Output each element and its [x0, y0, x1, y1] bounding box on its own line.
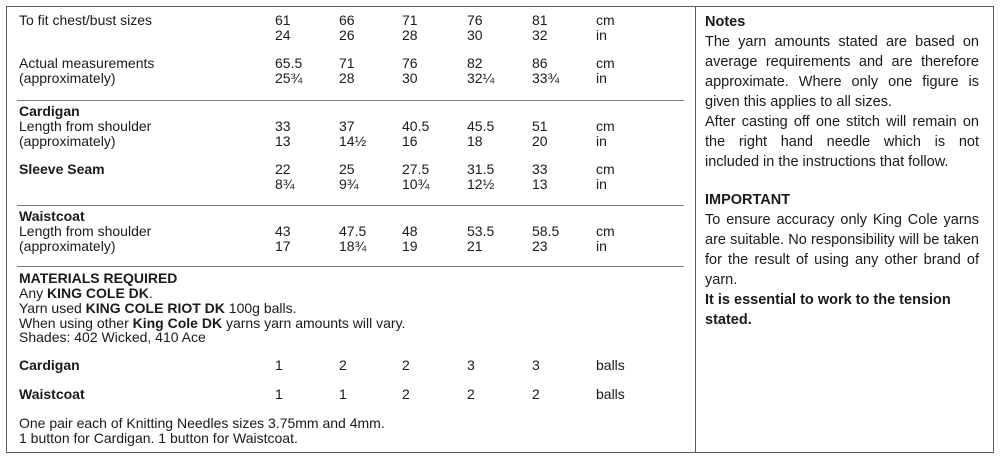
cardigan-heading: Cardigan: [19, 103, 80, 119]
sleeve-cm: 22: [275, 161, 291, 177]
waistcoat-length-cm: 58.5: [532, 223, 560, 239]
notes-paragraph: The yarn amounts stated are based on average requirements and are therefore approximate. Where only one figure is given this applies to all sizes.: [705, 34, 979, 110]
actual-in: 32¼: [467, 70, 495, 86]
size-cm: 61: [275, 12, 291, 28]
cardigan-balls: 3: [532, 357, 540, 373]
balls-unit: balls: [596, 357, 625, 373]
sleeve-in: 10¾: [402, 176, 430, 192]
balls-unit: balls: [596, 386, 625, 402]
actual-label: Actual measurements: [19, 55, 155, 71]
approx-label: (approximately): [19, 238, 116, 254]
waistcoat-length-cm: 43: [275, 223, 291, 239]
waistcoat-length-in: 18¾: [339, 238, 367, 254]
cardigan-length-cm: 37: [339, 118, 355, 134]
unit-cm: cm: [596, 223, 615, 239]
unit-in: in: [596, 70, 607, 86]
unit-cm: cm: [596, 55, 615, 71]
cardigan-length-in: 20: [532, 133, 548, 149]
section-rule: [17, 266, 684, 267]
actual-cm: 86: [532, 55, 548, 71]
size-in: 32: [532, 27, 548, 43]
unit-cm: cm: [596, 118, 615, 134]
needles-line: One pair each of Knitting Needles sizes 3.75mm and 4mm.: [19, 415, 385, 431]
actual-in: 25¾: [275, 70, 303, 86]
approx-label: (approximately): [19, 133, 116, 149]
waistcoat-balls: 2: [532, 386, 540, 402]
spacer: [705, 172, 979, 190]
size-cm: 76: [467, 12, 483, 28]
sleeve-cm: 27.5: [402, 161, 430, 177]
unit-cm: cm: [596, 12, 615, 28]
actual-cm: 82: [467, 55, 483, 71]
size-in: 26: [339, 27, 355, 43]
sleeve-cm: 25: [339, 161, 355, 177]
actual-in: 33¾: [532, 70, 560, 86]
length-label: Length from shoulder: [19, 118, 152, 134]
size-cm: 71: [402, 12, 418, 28]
unit-in: in: [596, 238, 607, 254]
actual-in: 28: [339, 70, 355, 86]
sleeve-in: 12½: [467, 176, 495, 192]
section-rule: [17, 205, 684, 206]
cardigan-length-in: 16: [402, 133, 418, 149]
cardigan-length-cm: 45.5: [467, 118, 495, 134]
section-rule: [17, 100, 684, 101]
waistcoat-balls: 2: [467, 386, 475, 402]
unit-in: in: [596, 27, 607, 43]
waistcoat-length-cm: 48: [402, 223, 418, 239]
waistcoat-length-in: 23: [532, 238, 548, 254]
sizes-label: To fit chest/bust sizes: [19, 12, 153, 28]
cardigan-balls-label: Cardigan: [19, 357, 80, 373]
sleeve-in: 13: [532, 176, 548, 192]
sleeve-cm: 33: [532, 161, 548, 177]
cardigan-balls: 3: [467, 357, 475, 373]
buttons-line: 1 button for Cardigan. 1 button for Waistcoat.: [19, 430, 298, 446]
waistcoat-length-in: 17: [275, 238, 291, 254]
cardigan-length-cm: 33: [275, 118, 291, 134]
size-in: 28: [402, 27, 418, 43]
size-cm: 66: [339, 12, 355, 28]
column-divider: [695, 6, 696, 453]
size-in: 24: [275, 27, 291, 43]
materials-line: Yarn used KING COLE RIOT DK 100g balls.: [19, 300, 297, 316]
materials-heading: MATERIALS REQUIRED: [19, 270, 178, 286]
unit-in: in: [596, 133, 607, 149]
notes-paragraph: To ensure accuracy only King Cole yarns are suitable. No responsibility will be taken for the result of using any other brand of yarn.: [705, 212, 979, 288]
cardigan-length-in: 13: [275, 133, 291, 149]
cardigan-balls: 2: [339, 357, 347, 373]
actual-cm: 65.5: [275, 55, 303, 71]
materials-line: When using other King Cole DK yarns yarn amounts will vary.: [19, 315, 406, 331]
cardigan-length-in: 14½: [339, 133, 367, 149]
cardigan-balls: 1: [275, 357, 283, 373]
notes-panel: [705, 12, 979, 330]
cardigan-length-cm: 40.5: [402, 118, 430, 134]
waistcoat-balls: 2: [402, 386, 410, 402]
materials-line: Any KING COLE DK.: [19, 285, 153, 301]
actual-cm: 76: [402, 55, 418, 71]
sleeve-seam-label: Sleeve Seam: [19, 161, 105, 177]
length-label: Length from shoulder: [19, 223, 152, 239]
sleeve-in: 9¾: [339, 176, 359, 192]
unit-cm: cm: [596, 161, 615, 177]
size-cm: 81: [532, 12, 548, 28]
approx-label: (approximately): [19, 70, 116, 86]
waistcoat-balls: 1: [275, 386, 283, 402]
notes-heading: Notes: [705, 14, 746, 30]
cardigan-balls: 2: [402, 357, 410, 373]
notes-paragraph: After casting off one stitch will remain on the right hand needle which is not included in the instructions that follow.: [705, 114, 979, 170]
waistcoat-length-cm: 53.5: [467, 223, 495, 239]
waistcoat-balls: 1: [339, 386, 347, 402]
actual-in: 30: [402, 70, 418, 86]
waistcoat-length-in: 19: [402, 238, 418, 254]
waistcoat-length-cm: 47.5: [339, 223, 367, 239]
waistcoat-heading: Waistcoat: [19, 208, 85, 224]
waistcoat-balls-label: Waistcoat: [19, 386, 85, 402]
shades-line: Shades: 402 Wicked, 410 Ace: [19, 329, 206, 345]
waistcoat-length-in: 21: [467, 238, 483, 254]
size-in: 30: [467, 27, 483, 43]
important-heading: IMPORTANT: [705, 192, 791, 208]
sleeve-cm: 31.5: [467, 161, 495, 177]
unit-in: in: [596, 176, 607, 192]
cardigan-length-in: 18: [467, 133, 483, 149]
cardigan-length-cm: 51: [532, 118, 548, 134]
tension-warning: It is essential to work to the tension stated.: [705, 292, 951, 328]
actual-cm: 71: [339, 55, 355, 71]
sleeve-in: 8¾: [275, 176, 295, 192]
